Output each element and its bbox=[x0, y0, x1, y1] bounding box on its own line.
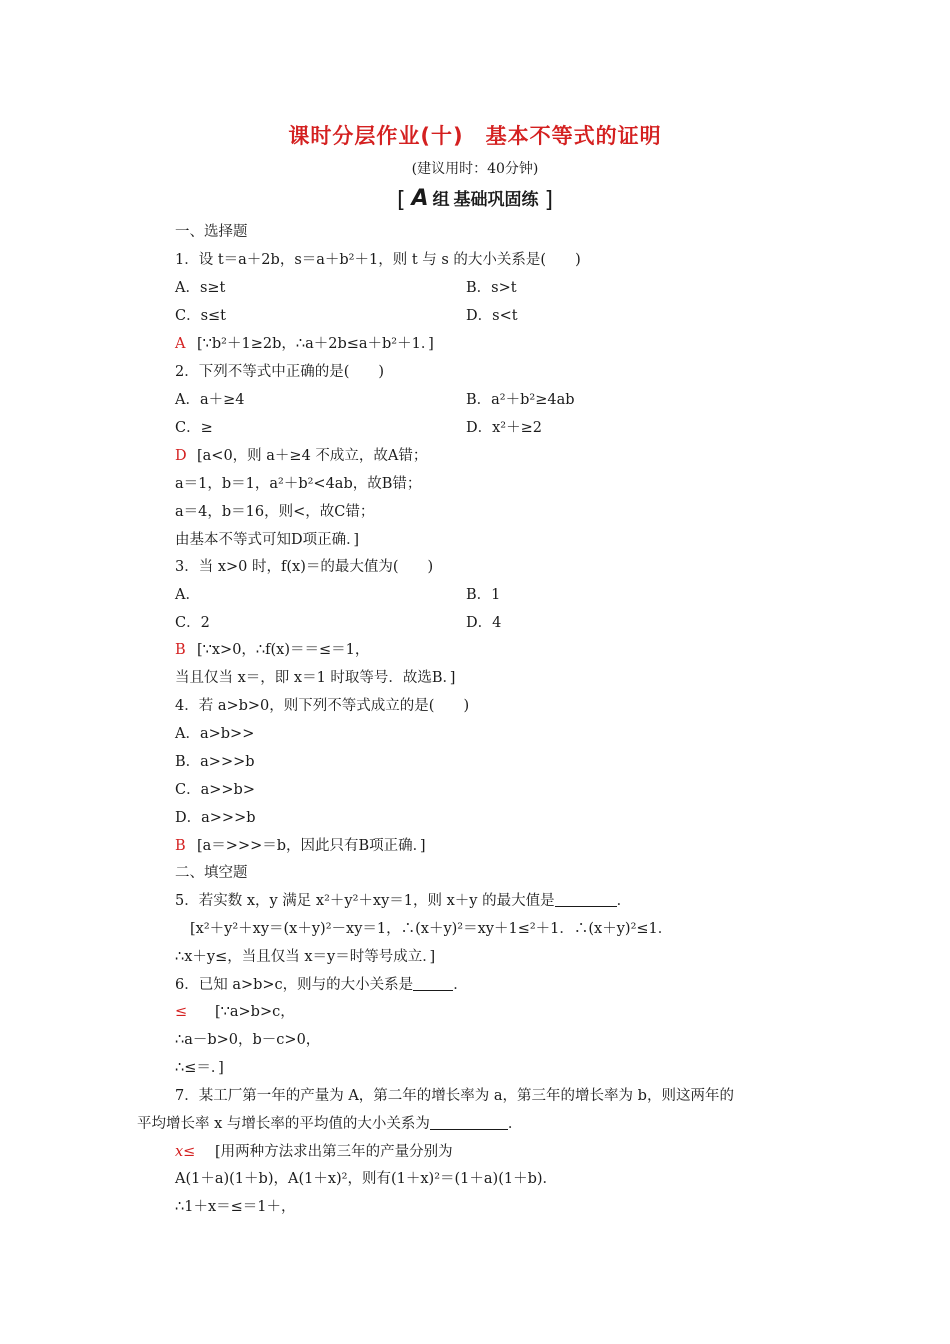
q6-stem-text: 6．已知 a>b>c，则与的大小关系是 bbox=[175, 977, 414, 993]
q1-solution bbox=[175, 334, 434, 354]
q6-explain: [∵a>b>c， bbox=[215, 1004, 295, 1020]
q4-option-b: B．a>>>b bbox=[175, 754, 255, 770]
q7-stem: 7．某工厂第一年的产量为 A，第二年的增长率为 a，第三年的增长率为 b，则这两年的 bbox=[175, 1088, 734, 1104]
q3-option-d: D．4 bbox=[466, 615, 502, 631]
q3-solution bbox=[175, 640, 369, 660]
q1-option-c: C．s≤t bbox=[175, 308, 227, 324]
q7-explain: [用两种方法求出第三年的产量分别为 bbox=[215, 1144, 453, 1160]
q3-option-a: A． bbox=[175, 587, 200, 603]
q2-explain-line4: 由基本不等式可知D项正确．] bbox=[175, 532, 360, 548]
q1-answer: A bbox=[175, 336, 186, 352]
q6-explain-line2: ∴a－b>0，b－c>0， bbox=[175, 1032, 321, 1048]
q7-explain-line2: A(1＋a)(1＋b)，A(1＋x)²，则有(1＋x)²＝(1＋a)(1＋b)． bbox=[175, 1171, 558, 1187]
q6-answer-blank bbox=[413, 976, 453, 991]
q5-explain-line2: ∴x＋y≤，当且仅当 x＝y＝时等号成立．] bbox=[175, 949, 436, 965]
q1-stem: 1．设 t＝a＋2b，s＝a＋b²＋1，则 t 与 s 的大小关系是( ) bbox=[175, 252, 581, 268]
q1-explain: [∵b²＋1≥2b，∴a＋2b≤a＋b²＋1．] bbox=[197, 336, 434, 352]
q3-explain-line2: 当且仅当 x＝，即 x＝1 时取等号．故选B．] bbox=[175, 670, 456, 686]
q4-option-a: A．a>b>> bbox=[175, 726, 255, 742]
title-topic: 基本不等式的证明 bbox=[485, 124, 662, 148]
q5-stem bbox=[175, 891, 631, 911]
q7-stem-text2: 平均增长率 x 与增长率的平均值的大小关系为 bbox=[137, 1116, 430, 1132]
q3-option-c: C．2 bbox=[175, 615, 210, 631]
time-note: (建议用时：40分钟) bbox=[411, 161, 539, 177]
group-heading: [ A 组 基础巩固练 ] bbox=[396, 186, 554, 213]
section-fill: 二、填空题 bbox=[175, 865, 248, 881]
q2-option-b: B．a²＋b²≥4ab bbox=[466, 392, 575, 408]
q3-stem: 3．当 x>0 时，f(x)＝的最大值为( ) bbox=[175, 559, 434, 575]
q6-answer: ≤ bbox=[175, 1004, 188, 1020]
group-letter: A bbox=[411, 186, 429, 211]
group-label: 组 bbox=[432, 190, 450, 210]
q2-solution bbox=[175, 446, 427, 466]
section-choice: 一、选择题 bbox=[175, 224, 248, 240]
q6-stem-end: ． bbox=[453, 977, 468, 993]
q3-option-b: B．1 bbox=[466, 587, 501, 603]
q4-answer: B bbox=[175, 838, 186, 854]
q4-explain: [a＝>>>＝b，因此只有B项正确．] bbox=[197, 838, 426, 854]
q1-option-d: D．s<t bbox=[466, 308, 518, 324]
q1-option-a: A．s≥t bbox=[175, 280, 226, 296]
q7-explain-line3: ∴1＋x＝≤＝1＋， bbox=[175, 1199, 296, 1215]
q2-explain: [a<0，则 a＋≥4 不成立，故A错； bbox=[197, 448, 428, 464]
group-name: 基础巩固练 bbox=[453, 190, 539, 210]
q4-solution bbox=[175, 836, 426, 856]
q1-option-b: B．s>t bbox=[466, 280, 517, 296]
q7-stem-end: ． bbox=[507, 1116, 523, 1132]
q7-answer-blank bbox=[430, 1115, 508, 1130]
q2-option-a: A．a＋≥4 bbox=[175, 392, 245, 408]
q5-answer-blank bbox=[555, 892, 617, 907]
q3-explain: [∵x>0，∴f(x)＝＝≤＝1， bbox=[197, 642, 370, 658]
page-title bbox=[0, 120, 950, 150]
q2-option-d: D．x²＋≥2 bbox=[466, 420, 542, 436]
q4-option-c: C．a>>b> bbox=[175, 782, 255, 798]
q3-answer: B bbox=[175, 642, 186, 658]
q2-answer: D bbox=[175, 448, 187, 464]
q7-answer: x≤ bbox=[175, 1144, 196, 1160]
q6-solution bbox=[175, 1002, 295, 1022]
q6-stem bbox=[175, 975, 468, 995]
q4-stem: 4．若 a>b>0，则下列不等式成立的是( ) bbox=[175, 698, 470, 714]
q5-stem-end: ． bbox=[616, 893, 632, 909]
q7-stem-line2 bbox=[137, 1114, 522, 1134]
q2-stem: 2．下列不等式中正确的是( ) bbox=[175, 364, 385, 380]
q7-solution bbox=[175, 1142, 453, 1162]
q2-option-c: C．≥ bbox=[175, 420, 213, 436]
q2-explain-line2: a＝1，b＝1，a²＋b²<4ab，故B错； bbox=[175, 476, 422, 492]
q4-option-d: D．a>>>b bbox=[175, 810, 256, 826]
title-label: 课时分层作业(十) bbox=[288, 124, 464, 148]
q6-explain-line3: ∴≤＝．] bbox=[175, 1060, 224, 1076]
q2-explain-line3: a＝4，b＝16，则<，故C错； bbox=[175, 504, 375, 520]
q5-stem-text: 5．若实数 x，y 满足 x²＋y²＋xy＝1，则 x＋y 的最大值是 bbox=[175, 893, 555, 909]
q5-explain: [x²＋y²＋xy＝(x＋y)²－xy＝1，∴(x＋y)²＝xy＋1≤²＋1．∴(x＋y)²≤1． bbox=[190, 921, 673, 937]
